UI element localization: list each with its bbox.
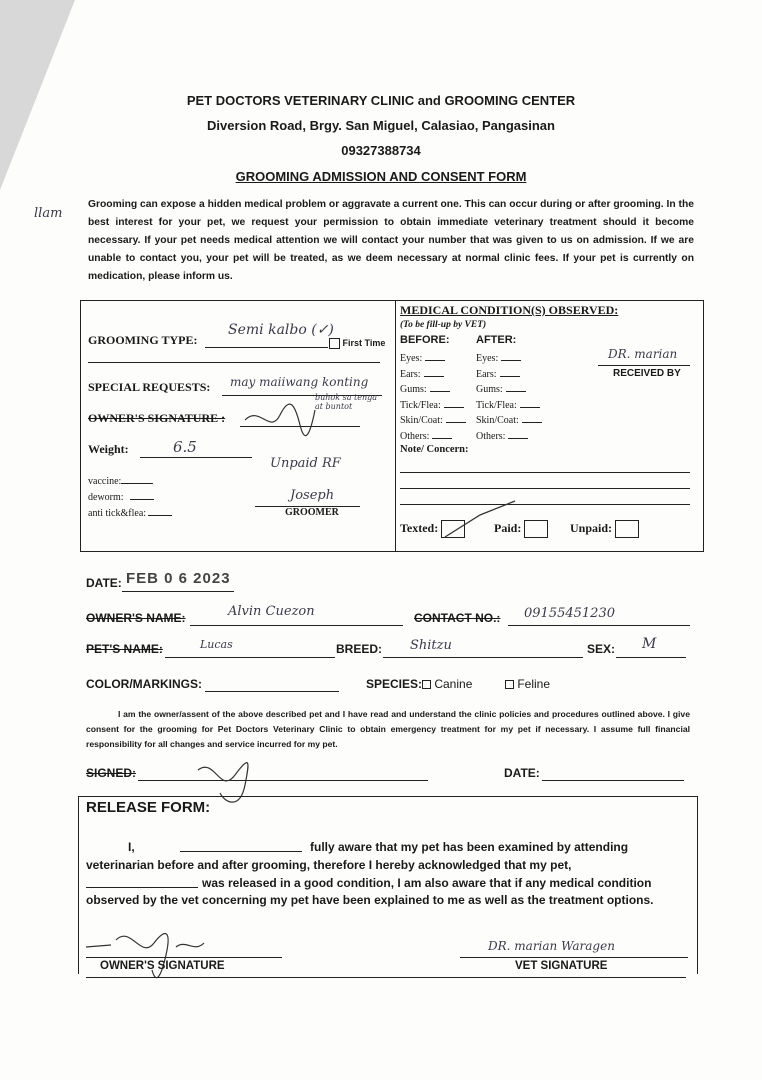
- color-line[interactable]: [205, 690, 339, 692]
- before-conditions: [400, 351, 466, 444]
- intro-paragraph: Grooming can expose a hidden medical problem or aggravate a current one. This can occur during or after grooming. In the best interest for your pet, we request your permission to obtain immediate veterinary treatment should it become necessary. If your pet needs medical attention we will contact your number that was given to us on admission. If we are unable to contact you, your pet will be treated, as we deem necessary at normal clinic fees. If your pet is currently on medication, please inform us.: [88, 199, 694, 282]
- canine-label: Canine: [434, 677, 473, 691]
- after-condition-row[interactable]: [476, 367, 542, 383]
- condition-blank[interactable]: [432, 438, 452, 439]
- color-label: COLOR/MARKINGS:: [86, 677, 202, 691]
- release-pet-line[interactable]: [86, 886, 198, 888]
- pet-name-line: [165, 656, 335, 658]
- owner-name-value[interactable]: Alvin Cuezon: [228, 604, 315, 619]
- before-label: BEFORE:: [400, 334, 450, 346]
- vet-signature-name: DR. marian Waragen: [488, 939, 615, 953]
- condition-blank[interactable]: [430, 391, 450, 392]
- canine-checkbox[interactable]: [422, 680, 431, 689]
- note-label: Note/ Concern:: [400, 444, 469, 455]
- before-condition-row[interactable]: [400, 351, 466, 367]
- condition-label: Gums:: [400, 384, 427, 395]
- condition-label: Others:: [400, 430, 430, 442]
- clinic-phone: 09327388734: [341, 143, 421, 158]
- deworm-label: deworm:: [88, 492, 154, 503]
- date2-label: DATE:: [504, 766, 540, 780]
- vaccine-label: vaccine:: [88, 476, 153, 487]
- feline-option[interactable]: [505, 677, 550, 691]
- release-name-line[interactable]: [180, 850, 302, 852]
- weight-line: [140, 456, 252, 458]
- before-condition-row[interactable]: [400, 413, 466, 429]
- date-stamp: FEB 0 6 2023: [126, 570, 231, 587]
- unpaid-label: Unpaid:: [570, 520, 613, 535]
- note-line-1[interactable]: [400, 471, 690, 473]
- before-condition-row[interactable]: [400, 382, 466, 398]
- box-divider: [395, 300, 396, 552]
- groomer-name: Joseph: [290, 488, 335, 503]
- form-title: GROOMING ADMISSION AND CONSENT FORM: [235, 169, 527, 184]
- condition-blank[interactable]: [520, 407, 540, 408]
- unpaid-note: Unpaid RF: [270, 456, 341, 471]
- condition-label: Gums:: [476, 384, 503, 395]
- first-time-label: First Time: [342, 338, 386, 348]
- groomer-label: GROOMER: [285, 507, 339, 518]
- paid-label: Paid:: [494, 520, 522, 535]
- release-i-label: I,: [128, 840, 135, 854]
- breed-line: [383, 656, 583, 658]
- breed-label: BREED:: [336, 642, 383, 656]
- before-condition-row[interactable]: [400, 398, 466, 414]
- margin-note: llam: [34, 206, 63, 221]
- after-condition-row[interactable]: [476, 351, 542, 367]
- after-condition-row[interactable]: [476, 398, 542, 414]
- unpaid-field[interactable]: [570, 520, 639, 538]
- owner-name-line: [190, 624, 403, 626]
- unpaid-checkbox[interactable]: [615, 520, 639, 538]
- date-label: DATE:: [86, 576, 122, 590]
- after-condition-row[interactable]: [476, 413, 542, 429]
- consent-paragraph: I am the owner/assent of the above described pet and I have read and understand the clinic policies and procedures outlined above. I give consent for the grooming for Pet Doctors Veterinary Clinic to obtain emergency treatment for my pet if necessary. I assume full financial responsibility for all changes and service incurred for my pet.: [86, 709, 690, 749]
- condition-label: Ears:: [400, 368, 421, 380]
- contact-value[interactable]: 09155451230: [524, 606, 615, 621]
- grooming-type-label: GROOMING TYPE:: [88, 333, 198, 347]
- release-title: RELEASE FORM:: [86, 799, 211, 816]
- before-condition-row[interactable]: [400, 429, 466, 445]
- condition-blank[interactable]: [500, 376, 520, 377]
- sex-line: [616, 656, 686, 658]
- release-line-2: veterinarian before and after grooming, therefore I hereby acknowledged that my pet,: [86, 858, 572, 872]
- special-requests-label: SPECIAL REQUESTS:: [88, 380, 211, 394]
- condition-blank[interactable]: [501, 360, 521, 361]
- after-label: AFTER:: [476, 334, 517, 346]
- after-condition-row[interactable]: [476, 429, 542, 445]
- signed-line: [138, 779, 428, 781]
- pet-name-value[interactable]: Lucas: [200, 638, 233, 651]
- weight-value[interactable]: 6.5: [173, 438, 197, 456]
- condition-blank[interactable]: [506, 391, 526, 392]
- first-time-box[interactable]: [329, 338, 340, 349]
- feline-label: Feline: [517, 677, 551, 691]
- signed-label: SIGNED:: [86, 766, 137, 780]
- release-bottom-line: [86, 976, 686, 978]
- condition-blank[interactable]: [444, 407, 464, 408]
- condition-blank[interactable]: [424, 376, 444, 377]
- medical-subtitle: (To be fill-up by VET): [400, 320, 487, 330]
- owner-name-label: OWNER'S NAME:: [86, 611, 186, 625]
- grooming-type-value[interactable]: Semi kalbo (✓): [228, 322, 334, 338]
- owner-release-line: [86, 956, 282, 958]
- clinic-name: PET DOCTORS VETERINARY CLINIC and GROOMING CENTER: [186, 93, 576, 108]
- received-by-line: [598, 364, 690, 366]
- sex-value[interactable]: M: [642, 636, 657, 652]
- condition-label: Eyes:: [400, 353, 423, 364]
- medical-title: MEDICAL CONDITION(S) OBSERVED:: [400, 303, 619, 317]
- grooming-extra-line: [88, 361, 380, 363]
- special-requests-value-2: buhok sa tenga at buntot: [315, 393, 378, 411]
- note-line-2[interactable]: [400, 487, 690, 489]
- texted-label: Texted:: [400, 520, 439, 535]
- species-label: SPECIES:: [366, 677, 423, 691]
- condition-label: Skin/Coat:: [400, 415, 443, 426]
- canine-option[interactable]: [422, 677, 472, 691]
- breed-value[interactable]: Shitzu: [410, 638, 452, 653]
- paid-checkbox[interactable]: [524, 520, 548, 538]
- before-condition-row[interactable]: [400, 367, 466, 383]
- antitick-label: anti tick&flea:: [88, 508, 172, 519]
- special-requests-value[interactable]: may maiiwang konting: [230, 375, 369, 389]
- release-line-4: observed by the vet concerning my pet have been explained to me as well as the treatment options.: [86, 893, 654, 907]
- contact-label: CONTACT NO.:: [414, 611, 501, 625]
- condition-blank[interactable]: [508, 438, 528, 439]
- condition-label: Others:: [476, 430, 506, 442]
- condition-blank[interactable]: [446, 422, 466, 423]
- feline-checkbox[interactable]: [505, 680, 514, 689]
- contact-line: [508, 624, 690, 626]
- after-condition-row[interactable]: [476, 382, 542, 398]
- condition-label: Eyes:: [476, 353, 499, 364]
- owner-signature-label: OWNER'S SIGNATURE :: [88, 411, 226, 425]
- received-by-label: RECEIVED BY: [613, 368, 681, 379]
- owner-release-label: OWNER'S SIGNATURE: [100, 960, 225, 972]
- pet-name-label: PET'S NAME:: [86, 642, 163, 656]
- condition-label: Ears:: [476, 368, 497, 380]
- paid-field[interactable]: [494, 520, 548, 538]
- condition-label: Tick/Flea:: [400, 399, 441, 411]
- received-by-name: DR. marian: [608, 347, 678, 361]
- weight-label: Weight:: [88, 442, 129, 456]
- release-line-3: was released in a good condition, I am also aware that if any medical condition: [202, 876, 652, 890]
- vet-signature-label: VET SIGNATURE: [515, 960, 608, 972]
- condition-label: Skin/Coat:: [476, 415, 519, 426]
- first-time-checkbox[interactable]: [329, 338, 385, 349]
- clinic-address: Diversion Road, Brgy. San Miguel, Calasiao, Pangasinan: [207, 118, 555, 133]
- grooming-type-line: [205, 346, 328, 348]
- vet-signature-line: [460, 956, 688, 958]
- sex-label: SEX:: [587, 642, 616, 656]
- condition-blank[interactable]: [522, 422, 542, 423]
- date-line: [122, 590, 234, 592]
- condition-label: Tick/Flea:: [476, 399, 517, 411]
- date2-line[interactable]: [542, 779, 684, 781]
- release-line-1: fully aware that my pet has been examined by attending: [310, 840, 629, 854]
- condition-blank[interactable]: [425, 360, 445, 361]
- owner-signature-scribble: [240, 400, 320, 440]
- after-conditions: [476, 351, 542, 444]
